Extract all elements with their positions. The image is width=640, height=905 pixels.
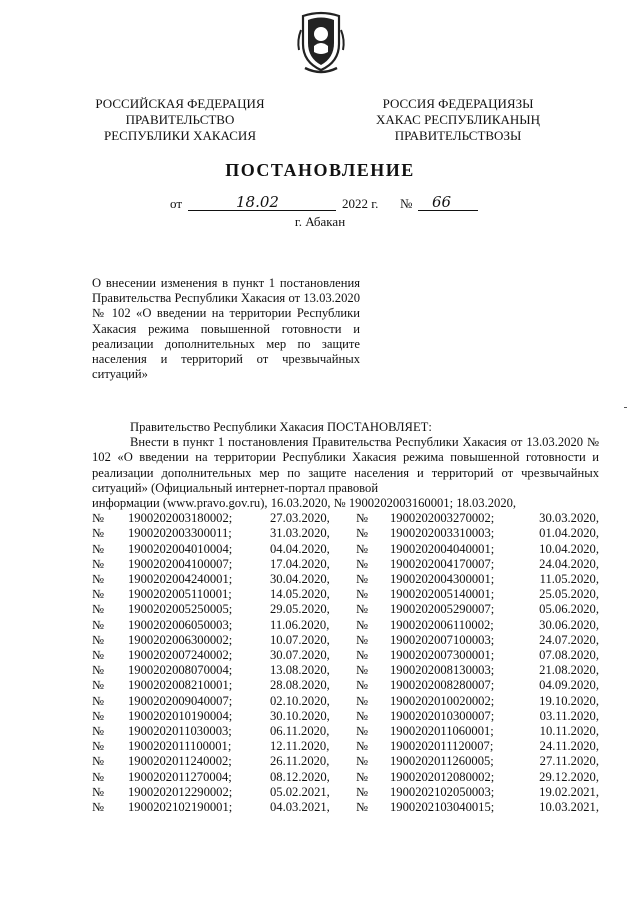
publication-number: 1900202009040007; bbox=[128, 693, 233, 708]
publication-number: 1900202103040015; bbox=[390, 800, 495, 815]
publication-number: 1900202011060001; bbox=[390, 724, 494, 739]
publication-number: 1900202003270002; bbox=[390, 511, 495, 526]
publication-date: 29.12.2020, bbox=[539, 769, 599, 784]
number-sign: № bbox=[92, 800, 105, 815]
number-label: № bbox=[400, 196, 413, 211]
publication-date: 24.07.2020, bbox=[539, 632, 599, 647]
publication-date: 25.05.2020, bbox=[539, 587, 599, 602]
from-label: от bbox=[170, 196, 183, 211]
number-sign: № bbox=[92, 511, 105, 526]
publication-number: 1900202004240001; bbox=[128, 572, 233, 587]
number-sign: № bbox=[356, 800, 369, 815]
publication-number: 1900202005290007; bbox=[390, 602, 495, 617]
publication-date: 07.08.2020, bbox=[539, 648, 599, 663]
publication-date: 12.11.2020, bbox=[270, 739, 330, 754]
margin-mark bbox=[624, 407, 627, 408]
intro-paragraph: Внести в пункт 1 постановления Правительства Республики Хакасия от 13.03.2020 № 102 «О введении на территории Республики Хакасия режима повышенной готовности и реализации дополнительных мер по защите населения и территорий от чрезвычайных ситуаций» (Официальный интернет-портал правовой bbox=[92, 435, 599, 495]
header-left bbox=[80, 96, 280, 144]
number-sign: № bbox=[356, 632, 369, 647]
table-row bbox=[92, 542, 599, 557]
date-handwritten: 18.02 bbox=[236, 193, 279, 211]
publication-date: 05.02.2021, bbox=[270, 784, 330, 799]
publication-number: 1900202102050003; bbox=[390, 784, 495, 799]
publication-number: 1900202012080002; bbox=[390, 769, 495, 784]
number-sign: № bbox=[92, 724, 105, 739]
number-sign: № bbox=[92, 739, 105, 754]
publication-number: 1900202004010004; bbox=[128, 541, 233, 556]
subject-block bbox=[92, 276, 360, 382]
publication-date: 30.04.2020, bbox=[270, 572, 330, 587]
publication-date: 27.11.2020, bbox=[539, 754, 599, 769]
publication-number: 1900202008070004; bbox=[128, 663, 233, 678]
number-sign: № bbox=[356, 617, 369, 632]
publication-number: 1900202008210001; bbox=[128, 678, 233, 693]
table-row bbox=[92, 633, 599, 648]
publication-number: 1900202010020002; bbox=[390, 693, 495, 708]
publication-number: 1900202010190004; bbox=[128, 708, 233, 723]
publication-date: 03.11.2020, bbox=[539, 708, 599, 723]
publication-date: 10.11.2020, bbox=[539, 724, 599, 739]
publication-date: 21.08.2020, bbox=[539, 663, 599, 678]
publication-date: 04.03.2021, bbox=[270, 800, 330, 815]
table-row bbox=[92, 785, 599, 800]
number-sign: № bbox=[356, 572, 369, 587]
publication-number: 1900202011260005; bbox=[390, 754, 494, 769]
table-row bbox=[92, 678, 599, 693]
number-sign: № bbox=[92, 693, 105, 708]
publication-date: 14.05.2020, bbox=[270, 587, 330, 602]
table-row bbox=[92, 694, 599, 709]
publication-number: 1900202011270004; bbox=[128, 769, 232, 784]
coat-of-arms-emblem-icon bbox=[295, 10, 347, 74]
table-row bbox=[92, 602, 599, 617]
publication-date: 11.06.2020, bbox=[270, 617, 330, 632]
publication-number: 1900202003310003; bbox=[390, 526, 495, 541]
table-row bbox=[92, 739, 599, 754]
publication-date: 24.11.2020, bbox=[539, 739, 599, 754]
number-sign: № bbox=[356, 769, 369, 784]
number-sign: № bbox=[92, 526, 105, 541]
publication-date: 17.04.2020, bbox=[270, 556, 330, 571]
publication-number: 1900202011120007; bbox=[390, 739, 494, 754]
number-sign: № bbox=[356, 693, 369, 708]
publication-date: 06.11.2020, bbox=[270, 724, 330, 739]
document-body bbox=[92, 420, 599, 815]
publication-number: 1900202005110001; bbox=[128, 587, 232, 602]
publication-number: 1900202006050003; bbox=[128, 617, 233, 632]
publication-date: 24.04.2020, bbox=[539, 556, 599, 571]
table-row bbox=[92, 511, 599, 526]
publication-date: 31.03.2020, bbox=[270, 526, 330, 541]
publication-date: 27.03.2020, bbox=[270, 511, 330, 526]
number-sign: № bbox=[92, 648, 105, 663]
publication-date: 19.10.2020, bbox=[539, 693, 599, 708]
number-sign: № bbox=[92, 663, 105, 678]
number-sign: № bbox=[356, 587, 369, 602]
year-label: 2022 г. bbox=[342, 196, 379, 211]
document-title: ПОСТАНОВЛЕНИЕ bbox=[225, 160, 415, 180]
number-sign: № bbox=[356, 648, 369, 663]
number-sign: № bbox=[92, 541, 105, 556]
header-left-line: РЕСПУБЛИКИ ХАКАСИЯ bbox=[103, 128, 256, 143]
number-sign: № bbox=[92, 769, 105, 784]
header-right-line: ХАКАС РЕСПУБЛИКАНЫҢ bbox=[375, 112, 541, 127]
publication-number: 1900202007100003; bbox=[390, 632, 495, 647]
number-sign: № bbox=[92, 754, 105, 769]
publication-number: 1900202006300002; bbox=[128, 632, 233, 647]
publication-date: 13.08.2020, bbox=[270, 663, 330, 678]
publication-date: 30.07.2020, bbox=[270, 648, 330, 663]
publication-date: 04.09.2020, bbox=[539, 678, 599, 693]
intro-last-line: информации (www.pravo.gov.ru), 16.03.2020, № 1900202003160001; 18.03.2020, bbox=[92, 496, 517, 511]
number-sign: № bbox=[356, 739, 369, 754]
publication-number: 1900202004170007; bbox=[390, 556, 495, 571]
table-row bbox=[92, 587, 599, 602]
number-sign: № bbox=[92, 587, 105, 602]
number-sign: № bbox=[356, 556, 369, 571]
table-row bbox=[92, 754, 599, 769]
publication-date: 30.10.2020, bbox=[270, 708, 330, 723]
table-row bbox=[92, 648, 599, 663]
subject-text: О внесении изменения в пункт 1 постановления Правительства Республики Хакасия от 13.03.2020 № 102 «О введении на территории Республики Хакасия режима повышенной готовности и реализации дополнительных мер по защите населения и территорий от чрезвычайных ситуаций» bbox=[92, 276, 360, 382]
number-sign: № bbox=[92, 784, 105, 799]
publication-number: 1900202004040001; bbox=[390, 541, 495, 556]
number-sign: № bbox=[92, 602, 105, 617]
publication-date: 01.04.2020, bbox=[539, 526, 599, 541]
publication-number: 1900202007300001; bbox=[390, 648, 495, 663]
publication-number: 1900202005140001; bbox=[390, 587, 495, 602]
number-sign: № bbox=[356, 724, 369, 739]
publication-number: 1900202011240002; bbox=[128, 754, 232, 769]
publication-date: 04.04.2020, bbox=[270, 541, 330, 556]
number-sign: № bbox=[92, 708, 105, 723]
publication-date: 29.05.2020, bbox=[270, 602, 330, 617]
publication-number: 1900202007240002; bbox=[128, 648, 233, 663]
publication-number: 1900202003180002; bbox=[128, 511, 233, 526]
publication-number: 1900202005250005; bbox=[128, 602, 233, 617]
table-row bbox=[92, 557, 599, 572]
decree-line: Правительство Республики Хакасия ПОСТАНОВЛЯЕТ: bbox=[130, 420, 432, 434]
number-sign: № bbox=[356, 526, 369, 541]
number-sign: № bbox=[356, 754, 369, 769]
publication-date: 19.02.2021, bbox=[539, 784, 599, 799]
publication-date: 10.04.2020, bbox=[539, 541, 599, 556]
number-sign: № bbox=[356, 663, 369, 678]
publication-date: 28.08.2020, bbox=[270, 678, 330, 693]
publication-date: 10.07.2020, bbox=[270, 632, 330, 647]
number-sign: № bbox=[92, 572, 105, 587]
publication-number: 1900202011100001; bbox=[128, 739, 232, 754]
table-row bbox=[92, 770, 599, 785]
publication-date: 30.03.2020, bbox=[539, 511, 599, 526]
publication-number: 1900202012290002; bbox=[128, 784, 233, 799]
table-row bbox=[92, 572, 599, 587]
publication-date: 08.12.2020, bbox=[270, 769, 330, 784]
number-sign: № bbox=[356, 511, 369, 526]
number-sign: № bbox=[92, 617, 105, 632]
number-sign: № bbox=[92, 678, 105, 693]
header-left-line: РОССИЙСКАЯ ФЕДЕРАЦИЯ bbox=[95, 96, 265, 111]
publication-date: 02.10.2020, bbox=[270, 693, 330, 708]
header-right-line: ПРАВИТЕЛЬСТВОЗЫ bbox=[394, 128, 522, 143]
publication-date: 10.03.2021, bbox=[539, 800, 599, 815]
number-sign: № bbox=[92, 632, 105, 647]
publication-date: 11.05.2020, bbox=[539, 572, 599, 587]
publication-date: 05.06.2020, bbox=[539, 602, 599, 617]
table-row bbox=[92, 709, 599, 724]
table-row bbox=[92, 800, 599, 815]
table-row bbox=[92, 663, 599, 678]
number-sign: № bbox=[92, 556, 105, 571]
publication-number: 1900202006110002; bbox=[390, 617, 494, 632]
publication-number: 1900202011030003; bbox=[128, 724, 232, 739]
number-sign: № bbox=[356, 708, 369, 723]
publications-table bbox=[92, 511, 599, 815]
publication-number: 1900202008280007; bbox=[390, 678, 495, 693]
number-handwritten: 66 bbox=[432, 193, 452, 211]
date-number-line bbox=[170, 193, 490, 214]
publication-number: 1900202008130003; bbox=[390, 663, 495, 678]
table-row bbox=[92, 724, 599, 739]
publication-date: 26.11.2020, bbox=[270, 754, 330, 769]
publication-number: 1900202102190001; bbox=[128, 800, 233, 815]
publication-number: 1900202003300011; bbox=[128, 526, 232, 541]
publication-number: 1900202004100007; bbox=[128, 556, 233, 571]
number-sign: № bbox=[356, 784, 369, 799]
table-row bbox=[92, 618, 599, 633]
number-sign: № bbox=[356, 541, 369, 556]
publication-number: 1900202004300001; bbox=[390, 572, 495, 587]
header-right-line: РОССИЯ ФЕДЕРАЦИЯЗЫ bbox=[382, 96, 534, 111]
number-sign: № bbox=[356, 602, 369, 617]
publication-date: 30.06.2020, bbox=[539, 617, 599, 632]
table-row bbox=[92, 526, 599, 541]
city-label: г. Абакан bbox=[294, 214, 346, 229]
header-right bbox=[358, 96, 558, 144]
number-sign: № bbox=[356, 678, 369, 693]
header-left-line: ПРАВИТЕЛЬСТВО bbox=[125, 112, 235, 127]
publication-number: 1900202010300007; bbox=[390, 708, 495, 723]
